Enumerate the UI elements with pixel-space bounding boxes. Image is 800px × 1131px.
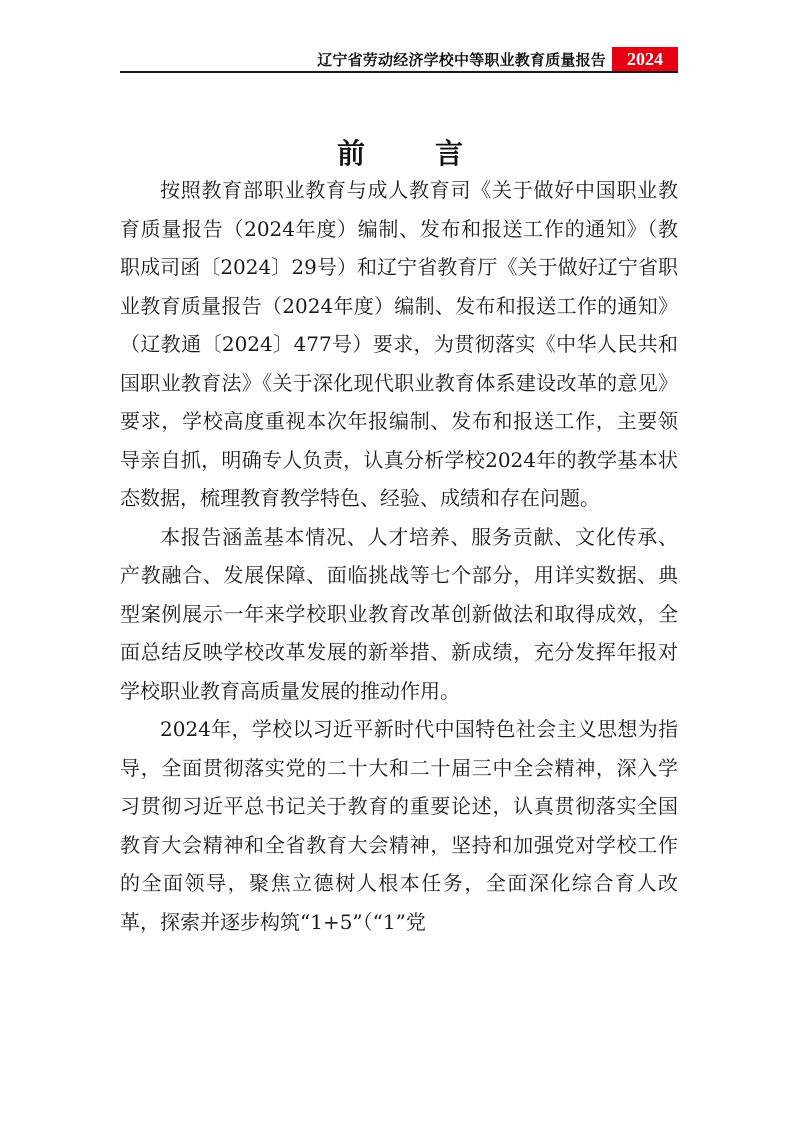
running-header [120, 47, 678, 73]
page-title: 前言 [336, 137, 533, 170]
paragraph: 本报告涵盖基本情况、人才培养、服务贡献、文化传承、产教融合、发展保障、面临挑战等七个部分，用详实数据、典型案例展示一年来学校职业教育改革创新做法和取得成效，全面总结反映学校改革发展的新举措、新成绩，充分发挥年报对学校职业教育高质量发展的推动作用。 [120, 524, 678, 703]
header-year-badge: 2024 [612, 47, 678, 71]
header-title: 辽宁省劳动经济学校中等职业教育质量报告 [317, 51, 606, 69]
body-text [120, 171, 678, 941]
paragraph: 2024年，学校以习近平新时代中国特色社会主义思想为指导，全面贯彻落实党的二十大和二十届三中全会精神，深入学习贯彻习近平总书记关于教育的重要论述，认真贯彻落实全国教育大会精神和全省教育大会精神，坚持和加强党对学校工作的全面领导，聚焦立德树人根本任务，全面深化综合育人改革，探索并逐步构筑“1+5”（“1”党 [120, 717, 678, 934]
paragraph: 按照教育部职业教育与成人教育司《关于做好中国职业教育质量报告（2024年度）编制、发布和报送工作的通知》（教职成司函〔2024〕29号）和辽宁省教育厅《关于做好辽宁省职业教育质量报告（2024年度）编制、发布和报送工作的通知》（辽教通〔2024〕477号）要求，为贯彻落实《中华人民共和国职业教育法》《关于深化现代职业教育体系建设改革的意见》要求，学校高度重视本次年报编制、发布和报送工作，主要领导亲自抓，明确专人负责，认真分析学校2024年的教学基本状态数据，梳理教育教学特色、经验、成绩和存在问题。 [120, 178, 678, 510]
